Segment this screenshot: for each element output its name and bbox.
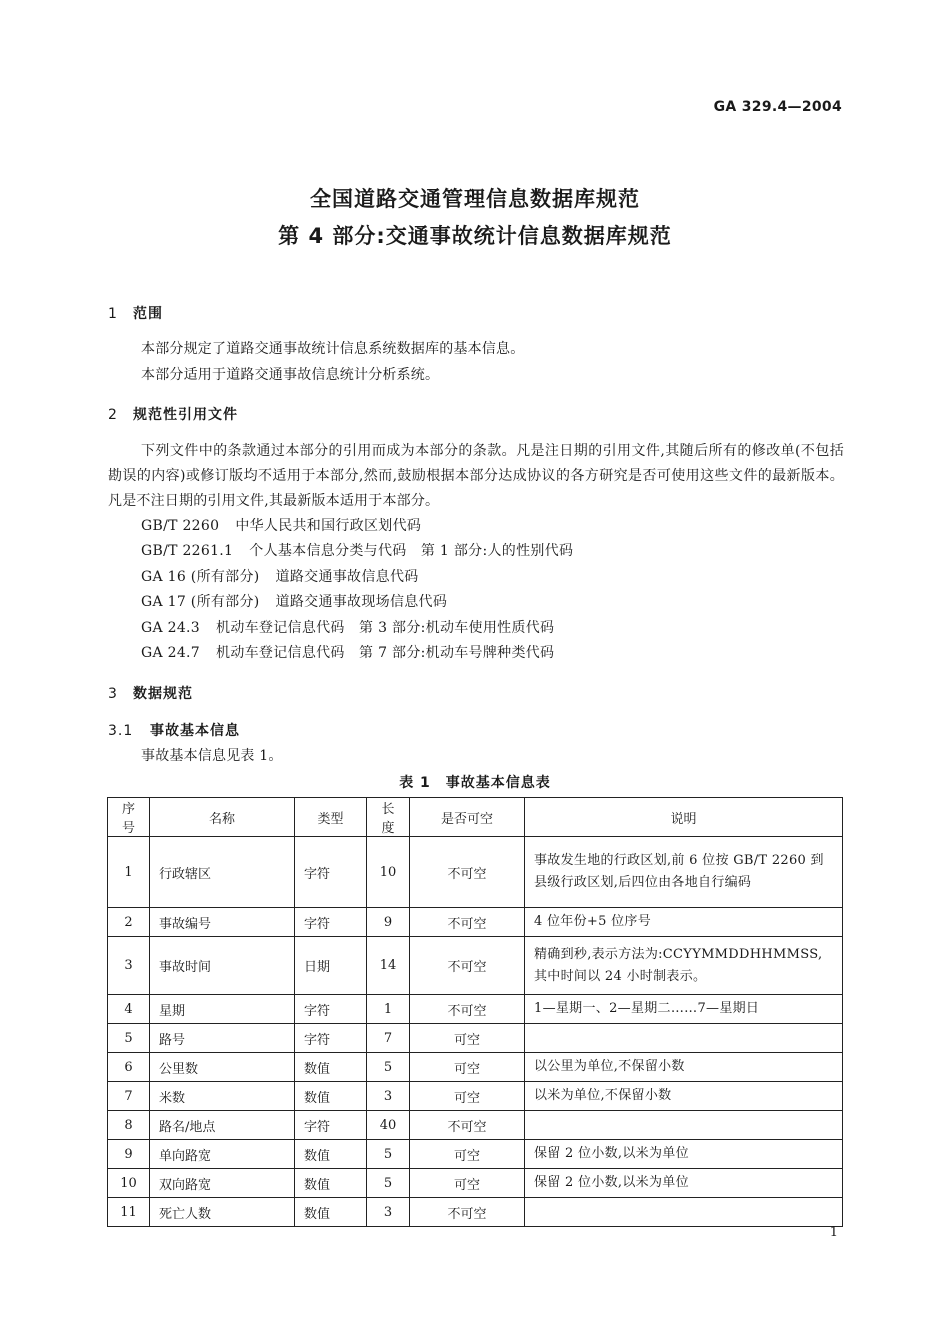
cell-type: 数值 <box>295 1169 367 1198</box>
cell-name: 路名/地点 <box>150 1111 295 1140</box>
section-3-heading <box>108 683 193 703</box>
table-row <box>108 1169 843 1198</box>
reference-title: 个人基本信息分类与代码 第 1 部分:人的性别代码 <box>249 543 574 559</box>
section-1-heading <box>108 303 163 323</box>
cell-length: 9 <box>367 908 410 937</box>
section-2-title: 规范性引用文件 <box>133 407 238 423</box>
cell-name: 双向路宽 <box>150 1169 295 1198</box>
reference-code: GB/T 2261.1 <box>141 543 234 559</box>
section-3-1-paragraph: 事故基本信息见表 1。 <box>141 748 283 764</box>
table-row <box>108 1140 843 1169</box>
cell-length: 7 <box>367 1024 410 1053</box>
cell-type: 字符 <box>295 995 367 1024</box>
cell-length: 5 <box>367 1140 410 1169</box>
cell-type: 字符 <box>295 1111 367 1140</box>
cell-length: 10 <box>367 837 410 908</box>
cell-type: 字符 <box>295 837 367 908</box>
reference-title: 道路交通事故信息代码 <box>275 569 419 585</box>
cell-nullable: 不可空 <box>410 1111 525 1140</box>
cell-index: 5 <box>108 1024 150 1053</box>
reference-item <box>141 540 573 560</box>
section-3-1-title: 事故基本信息 <box>150 723 240 739</box>
table-row <box>108 1024 843 1053</box>
cell-type: 数值 <box>295 1053 367 1082</box>
cell-length: 3 <box>367 1198 410 1227</box>
reference-item <box>141 591 447 611</box>
reference-title: 中华人民共和国行政区划代码 <box>235 518 422 534</box>
table-row <box>108 937 843 995</box>
accident-info-table <box>107 797 843 1227</box>
cell-description <box>525 1024 843 1053</box>
cell-description <box>525 1111 843 1140</box>
cell-name: 行政辖区 <box>150 837 295 908</box>
cell-type: 数值 <box>295 1082 367 1111</box>
cell-length: 5 <box>367 1053 410 1082</box>
cell-length: 14 <box>367 937 410 995</box>
cell-nullable: 可空 <box>410 1140 525 1169</box>
section-3-1-number: 3.1 <box>108 723 134 739</box>
reference-item <box>141 566 419 586</box>
reference-title: 机动车登记信息代码 第 7 部分:机动车号牌种类代码 <box>216 645 555 661</box>
cell-description: 1—星期一、2—星期二……7—星期日 <box>525 995 843 1024</box>
cell-nullable: 可空 <box>410 1053 525 1082</box>
cell-index: 1 <box>108 837 150 908</box>
cell-type: 日期 <box>295 937 367 995</box>
table-row <box>108 1198 843 1227</box>
table-row <box>108 995 843 1024</box>
cell-type: 数值 <box>295 1198 367 1227</box>
section-1-number: 1 <box>108 306 118 322</box>
cell-type: 字符 <box>295 908 367 937</box>
table-row <box>108 1111 843 1140</box>
cell-nullable: 可空 <box>410 1169 525 1198</box>
standard-code: GA 329.4—2004 <box>713 99 842 115</box>
reference-code: GA 24.7 <box>141 645 201 661</box>
cell-nullable: 可空 <box>410 1082 525 1111</box>
table-row <box>108 908 843 937</box>
cell-index: 11 <box>108 1198 150 1227</box>
reference-item <box>141 642 554 662</box>
cell-nullable: 不可空 <box>410 995 525 1024</box>
reference-code: GA 16 (所有部分) <box>141 569 260 585</box>
cell-index: 3 <box>108 937 150 995</box>
cell-description: 保留 2 位小数,以米为单位 <box>525 1140 843 1169</box>
cell-description: 保留 2 位小数,以米为单位 <box>525 1169 843 1198</box>
cell-name: 事故编号 <box>150 908 295 937</box>
table-row <box>108 1082 843 1111</box>
cell-name: 路号 <box>150 1024 295 1053</box>
cell-description <box>525 1198 843 1227</box>
cell-name: 单向路宽 <box>150 1140 295 1169</box>
reference-code: GB/T 2260 <box>141 518 220 534</box>
document-title-line2: 第 4 部分:交通事故统计信息数据库规范 <box>278 224 672 248</box>
column-header-type: 类型 <box>295 798 367 837</box>
section-1-paragraph-2: 本部分适用于道路交通事故信息统计分析系统。 <box>141 367 440 383</box>
cell-length: 3 <box>367 1082 410 1111</box>
cell-nullable: 可空 <box>410 1024 525 1053</box>
table-row <box>108 1053 843 1082</box>
cell-nullable: 不可空 <box>410 908 525 937</box>
table-row <box>108 837 843 908</box>
cell-index: 4 <box>108 995 150 1024</box>
page-number: 1 <box>829 1225 838 1240</box>
cell-name: 死亡人数 <box>150 1198 295 1227</box>
cell-index: 6 <box>108 1053 150 1082</box>
cell-nullable: 不可空 <box>410 937 525 995</box>
cell-length: 1 <box>367 995 410 1024</box>
document-title-line1: 全国道路交通管理信息数据库规范 <box>310 187 640 211</box>
column-header-nullable: 是否可空 <box>410 798 525 837</box>
cell-length: 40 <box>367 1111 410 1140</box>
cell-name: 事故时间 <box>150 937 295 995</box>
reference-item <box>141 617 554 637</box>
cell-description: 精确到秒,表示方法为:CCYYMMDDHHMMSS,其中时间以 24 小时制表示。 <box>525 937 843 995</box>
column-header-index: 序号 <box>108 798 150 837</box>
cell-description: 以公里为单位,不保留小数 <box>525 1053 843 1082</box>
cell-description: 4 位年份+5 位序号 <box>525 908 843 937</box>
section-1-paragraph-1: 本部分规定了道路交通事故统计信息系统数据库的基本信息。 <box>141 341 525 357</box>
table-caption: 表 1 事故基本信息表 <box>399 775 551 791</box>
cell-nullable: 不可空 <box>410 1198 525 1227</box>
reference-title: 道路交通事故现场信息代码 <box>275 594 448 610</box>
cell-type: 字符 <box>295 1024 367 1053</box>
cell-description: 事故发生地的行政区划,前 6 位按 GB/T 2260 到县级行政区划,后四位由各地自行编码 <box>525 837 843 908</box>
section-3-number: 3 <box>108 686 118 702</box>
section-3-1-heading <box>108 720 240 740</box>
column-header-length: 长度 <box>367 798 410 837</box>
section-2-heading <box>108 404 238 424</box>
cell-name: 米数 <box>150 1082 295 1111</box>
cell-name: 星期 <box>150 995 295 1024</box>
cell-description: 以米为单位,不保留小数 <box>525 1082 843 1111</box>
section-1-title: 范围 <box>133 306 163 322</box>
section-2-paragraph: 下列文件中的条款通过本部分的引用而成为本部分的条款。凡是注日期的引用文件,其随后所有的修改单(不包括勘误的内容)或修订版均不适用于本部分,然而,鼓励根据本部分达成协议的各方研究是否可使用这些文件的最新版本。凡是不注日期的引用文件,其最新版本适用于本部分。 <box>108 443 844 509</box>
column-header-name: 名称 <box>150 798 295 837</box>
cell-index: 10 <box>108 1169 150 1198</box>
cell-index: 9 <box>108 1140 150 1169</box>
reference-code: GA 24.3 <box>141 620 201 636</box>
cell-index: 2 <box>108 908 150 937</box>
table-header-row <box>108 798 843 837</box>
section-3-title: 数据规范 <box>133 686 193 702</box>
reference-code: GA 17 (所有部分) <box>141 594 260 610</box>
cell-name: 公里数 <box>150 1053 295 1082</box>
cell-type: 数值 <box>295 1140 367 1169</box>
cell-nullable: 不可空 <box>410 837 525 908</box>
cell-length: 5 <box>367 1169 410 1198</box>
reference-title: 机动车登记信息代码 第 3 部分:机动车使用性质代码 <box>216 620 555 636</box>
column-header-description: 说明 <box>525 798 843 837</box>
cell-index: 7 <box>108 1082 150 1111</box>
reference-item <box>141 515 421 535</box>
section-2-number: 2 <box>108 407 118 423</box>
cell-index: 8 <box>108 1111 150 1140</box>
